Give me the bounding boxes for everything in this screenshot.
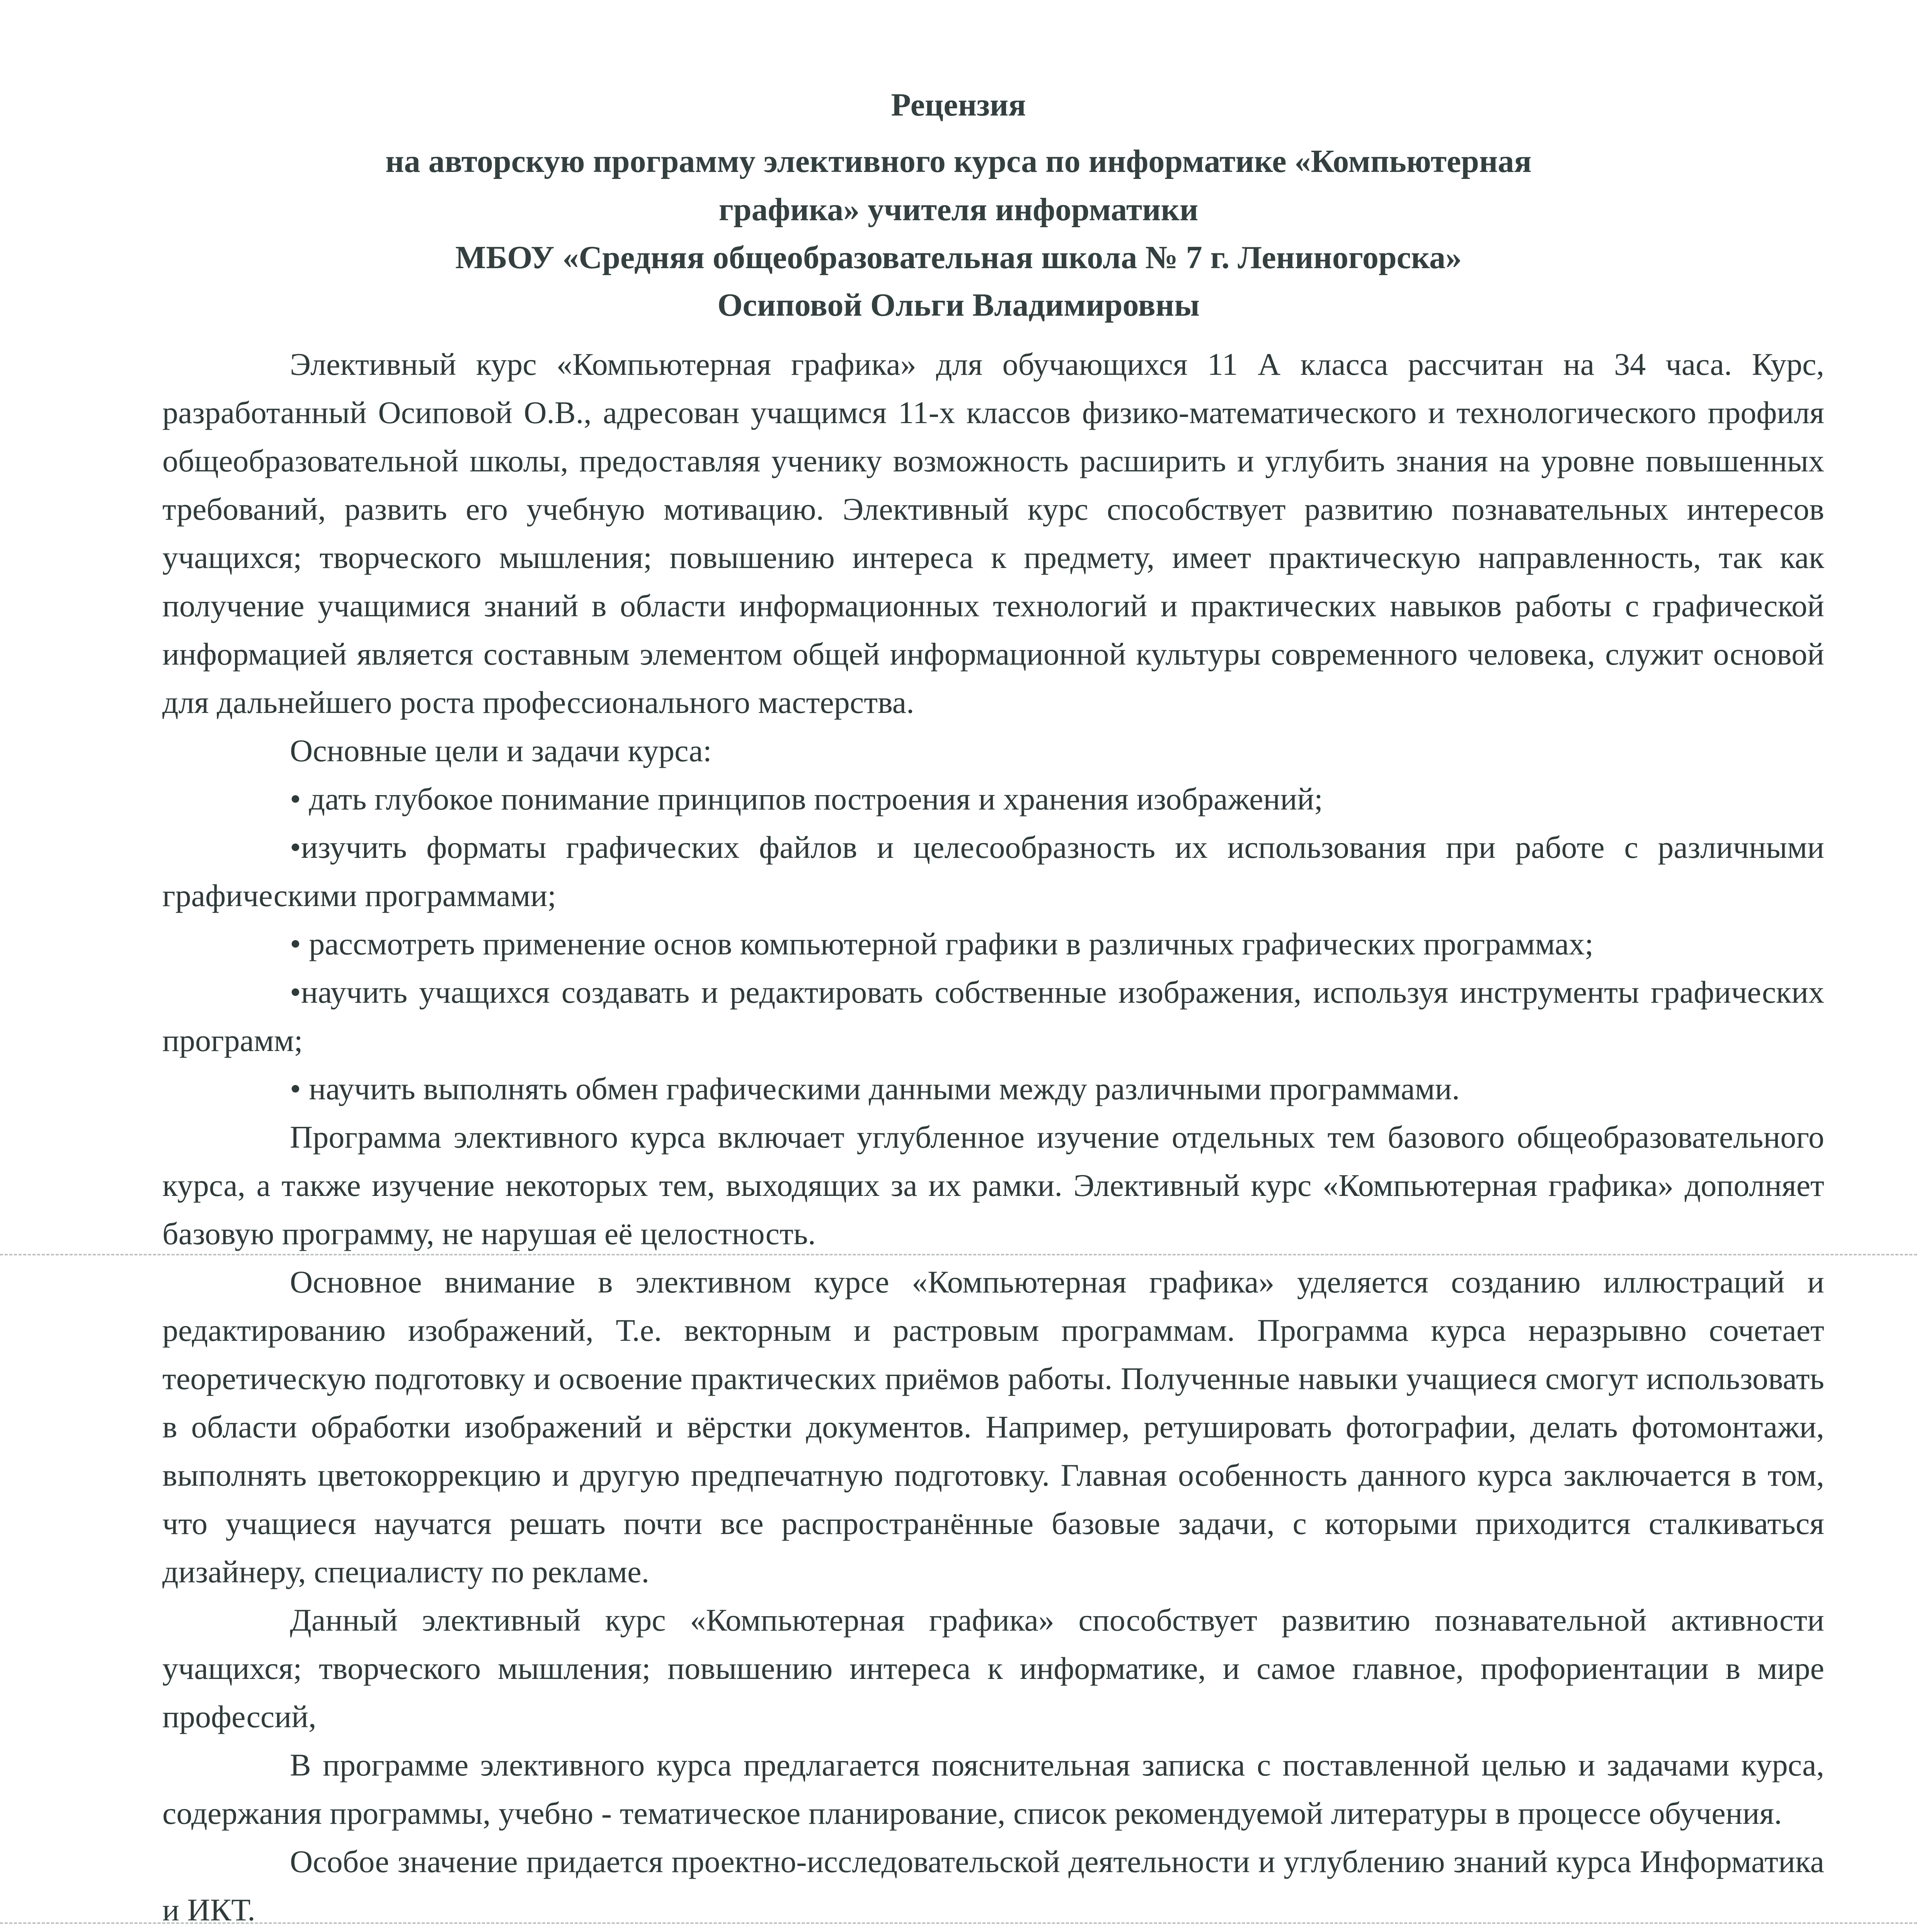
school-name: МБОУ «Средняя общеобразовательная школа № 7 г. Лениногорска» [455,240,1462,276]
goal-item: •изучить форматы графических файлов и целесообразность их использования при работе с различными графическими программами; [162,830,1824,913]
paragraph-program-content: Программа элективного курса включает углубленное изучение отдельных тем базового общеобразовательного курса, а также изучение некоторых тем, выходящих за их рамки. Элективный курс «Компьютерная графика» дополняет базовую программу, не нарушая её целостность. [162,1119,1824,1251]
paragraph-program-structure: В программе элективного курса предлагается пояснительная записка с поставленной целью и задачами курса, содержания программы, учебно - тематическое планирование, список рекомендуемой литературы в процессе обучения. [162,1747,1824,1831]
goal-item: • рассмотреть применение основ компьютерной графики в различных графических программах; [290,926,1594,961]
subtitle-line-2: графика» учителя информатики [718,192,1199,228]
goal-item: • научить выполнять обмен графическими данными между различными программами. [290,1071,1460,1106]
author-name: Осиповой Ольги Владимировны [717,287,1200,323]
subtitle-line-1: на авторскую программу элективного курса по информатике «Компьютерная [385,143,1532,179]
document-title: Рецензия [891,87,1026,123]
paragraph-special-emphasis: Особое значение придается проектно-исследовательской деятельности и углублению знаний курса Информатика и ИКТ. [162,1844,1824,1927]
scan-artifact-line [0,1254,1917,1255]
paragraph-main-focus: Основное внимание в элективном курсе «Компьютерная графика» уделяется созданию иллюстраций и редактированию изображений, Т.е. векторным и растровым программам. Программа курса неразрывно сочетает теоретическую подготовку и освоение практических приёмов работы. Полученные навыки учащиеся смогут использовать в области обработки изображений и вёрстки документов. Например, ретушировать фотографии, делать фотомонтажи, выполнять цветокоррекцию и другую предпечатную подготовку. Главная особенность данного курса заключается в том, что учащиеся научатся решать почти все распространённые базовые задачи, с которыми приходится сталкиваться дизайнеру, специалисту по рекламе. [162,1264,1824,1589]
paragraph-intro: Элективный курс «Компьютерная графика» для обучающихся 11 А класса рассчитан на 34 часа. Курс, разработанный Осиповой О.В., адресован учащимся 11-х классов физико-математического и технологического профиля общеобразовательной школы, предоставляя ученику возможность расширить и углубить знания на уровне повышенных требований, развить его учебную мотивацию. Элективный курс способствует развитию познавательных интересов учащихся; творческого мышления; повышению интереса к предмету, имеет практическую направленность, так как получение учащимися знаний в области информационных технологий и практических навыков работы с графической информацией является составным элементом общей информационной культуры современного человека, служит основой для дальнейшего роста профессионального мастерства. [162,347,1824,720]
scan-artifact-line [0,1922,1917,1924]
goal-item: •научить учащихся создавать и редактировать собственные изображения, используя инструменты графических программ; [162,975,1824,1058]
paragraph-course-benefits: Данный элективный курс «Компьютерная графика» способствует развитию познавательной активности учащихся; творческого мышления; повышению интереса к информатике, и самое главное, профориентации в мире профессий, [162,1602,1824,1734]
review-body [162,340,1824,1932]
goals-heading: Основные цели и задачи курса: [290,733,712,768]
goal-item: • дать глубокое понимание принципов построения и хранения изображений; [290,781,1323,816]
